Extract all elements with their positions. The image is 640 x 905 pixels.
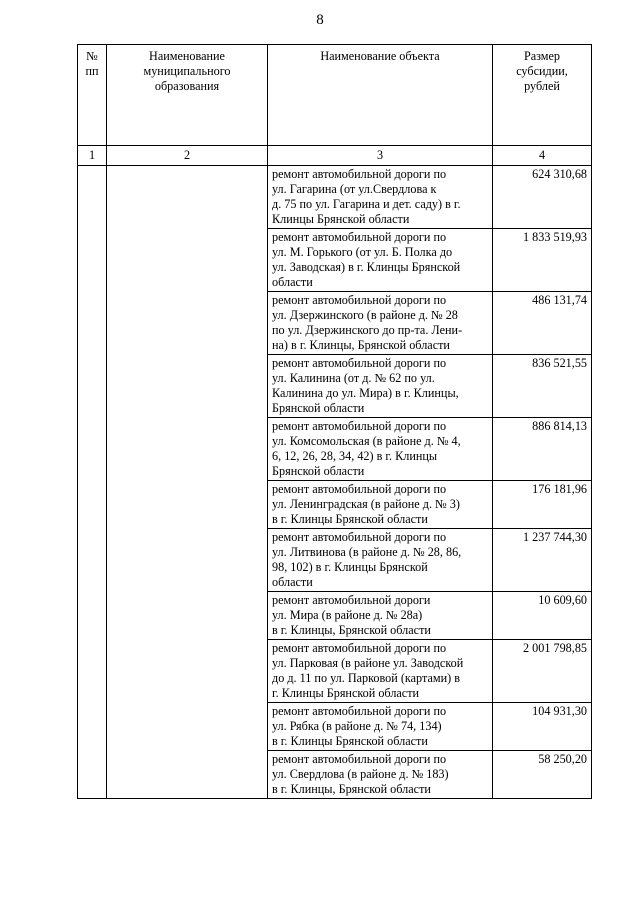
table-row <box>78 529 592 592</box>
object-name-cell: ремонт автомобильной дороги по ул. Литвинова (в районе д. № 28, 86, 98, 102) в г. Клинцы Брянской области <box>268 529 493 592</box>
column-number: 2 <box>107 146 268 166</box>
table-row <box>78 481 592 529</box>
object-name-cell: ремонт автомобильной дороги по ул. М. Горького (от ул. Б. Полка до ул. Заводская) в г. Клинцы Брянской области <box>268 229 493 292</box>
amount-cell: 624 310,68 <box>493 166 592 229</box>
table-row <box>78 703 592 751</box>
column-number: 4 <box>493 146 592 166</box>
object-name-cell: ремонт автомобильной дороги по ул. Гагарина (от ул.Свердлова к д. 75 по ул. Гагарина и дет. саду) в г. Клинцы Брянской области <box>268 166 493 229</box>
object-name-cell: ремонт автомобильной дороги по ул. Калинина (от д. № 62 по ул. Калинина до ул. Мира) в г. Клинцы, Брянской области <box>268 355 493 418</box>
municipality-cell <box>107 418 268 481</box>
column-number: 3 <box>268 146 493 166</box>
row-number-cell <box>78 355 107 418</box>
municipality-cell <box>107 166 268 229</box>
municipality-cell <box>107 355 268 418</box>
table-body <box>78 166 592 799</box>
header-amount: Размер субсидии, рублей <box>493 45 592 146</box>
row-number-cell <box>78 418 107 481</box>
amount-cell: 1 237 744,30 <box>493 529 592 592</box>
row-number-cell <box>78 640 107 703</box>
object-name-cell: ремонт автомобильной дороги ул. Мира (в районе д. № 28а) в г. Клинцы, Брянской области <box>268 592 493 640</box>
object-name-cell: ремонт автомобильной дороги по ул. Рябка (в районе д. № 74, 134) в г. Клинцы Брянской области <box>268 703 493 751</box>
header-object: Наименование объекта <box>268 45 493 146</box>
column-number-row <box>78 146 592 166</box>
amount-cell: 2 001 798,85 <box>493 640 592 703</box>
municipality-cell <box>107 229 268 292</box>
amount-cell: 176 181,96 <box>493 481 592 529</box>
object-name-cell: ремонт автомобильной дороги по ул. Дзержинского (в районе д. № 28 по ул. Дзержинского до пр-та. Лени- на) в г. Клинцы, Брянской области <box>268 292 493 355</box>
amount-cell: 58 250,20 <box>493 751 592 799</box>
object-name-cell: ремонт автомобильной дороги по ул. Свердлова (в районе д. № 183) в г. Клинцы, Брянской области <box>268 751 493 799</box>
amount-cell: 10 609,60 <box>493 592 592 640</box>
column-number: 1 <box>78 146 107 166</box>
amount-cell: 486 131,74 <box>493 292 592 355</box>
municipality-cell <box>107 640 268 703</box>
row-number-cell <box>78 229 107 292</box>
row-number-cell <box>78 703 107 751</box>
page-number: 8 <box>316 12 324 28</box>
amount-cell: 1 833 519,93 <box>493 229 592 292</box>
row-number-cell <box>78 166 107 229</box>
row-number-cell <box>78 292 107 355</box>
row-number-cell <box>78 481 107 529</box>
amount-cell: 104 931,30 <box>493 703 592 751</box>
table-row <box>78 292 592 355</box>
header-number: № пп <box>78 45 107 146</box>
subsidy-table <box>77 44 592 799</box>
municipality-cell <box>107 292 268 355</box>
object-name-cell: ремонт автомобильной дороги по ул. Комсомольская (в районе д. № 4, 6, 12, 26, 28, 34, 42) в г. Клинцы Брянской области <box>268 418 493 481</box>
object-name-cell: ремонт автомобильной дороги по ул. Парковая (в районе ул. Заводской до д. 11 по ул. Парковой (картами) в г. Клинцы Брянской области <box>268 640 493 703</box>
amount-cell: 886 814,13 <box>493 418 592 481</box>
table-row <box>78 355 592 418</box>
object-name-cell: ремонт автомобильной дороги по ул. Ленинградская (в районе д. № 3) в г. Клинцы Брянской области <box>268 481 493 529</box>
municipality-cell <box>107 529 268 592</box>
table-row <box>78 229 592 292</box>
row-number-cell <box>78 592 107 640</box>
municipality-cell <box>107 703 268 751</box>
header-municipality: Наименование муниципального образования <box>107 45 268 146</box>
table-row <box>78 592 592 640</box>
table-row <box>78 418 592 481</box>
municipality-cell <box>107 481 268 529</box>
table-header-row <box>78 45 592 146</box>
municipality-cell <box>107 592 268 640</box>
row-number-cell <box>78 751 107 799</box>
table-row <box>78 640 592 703</box>
row-number-cell <box>78 529 107 592</box>
amount-cell: 836 521,55 <box>493 355 592 418</box>
table-row <box>78 751 592 799</box>
municipality-cell <box>107 751 268 799</box>
table-row <box>78 166 592 229</box>
